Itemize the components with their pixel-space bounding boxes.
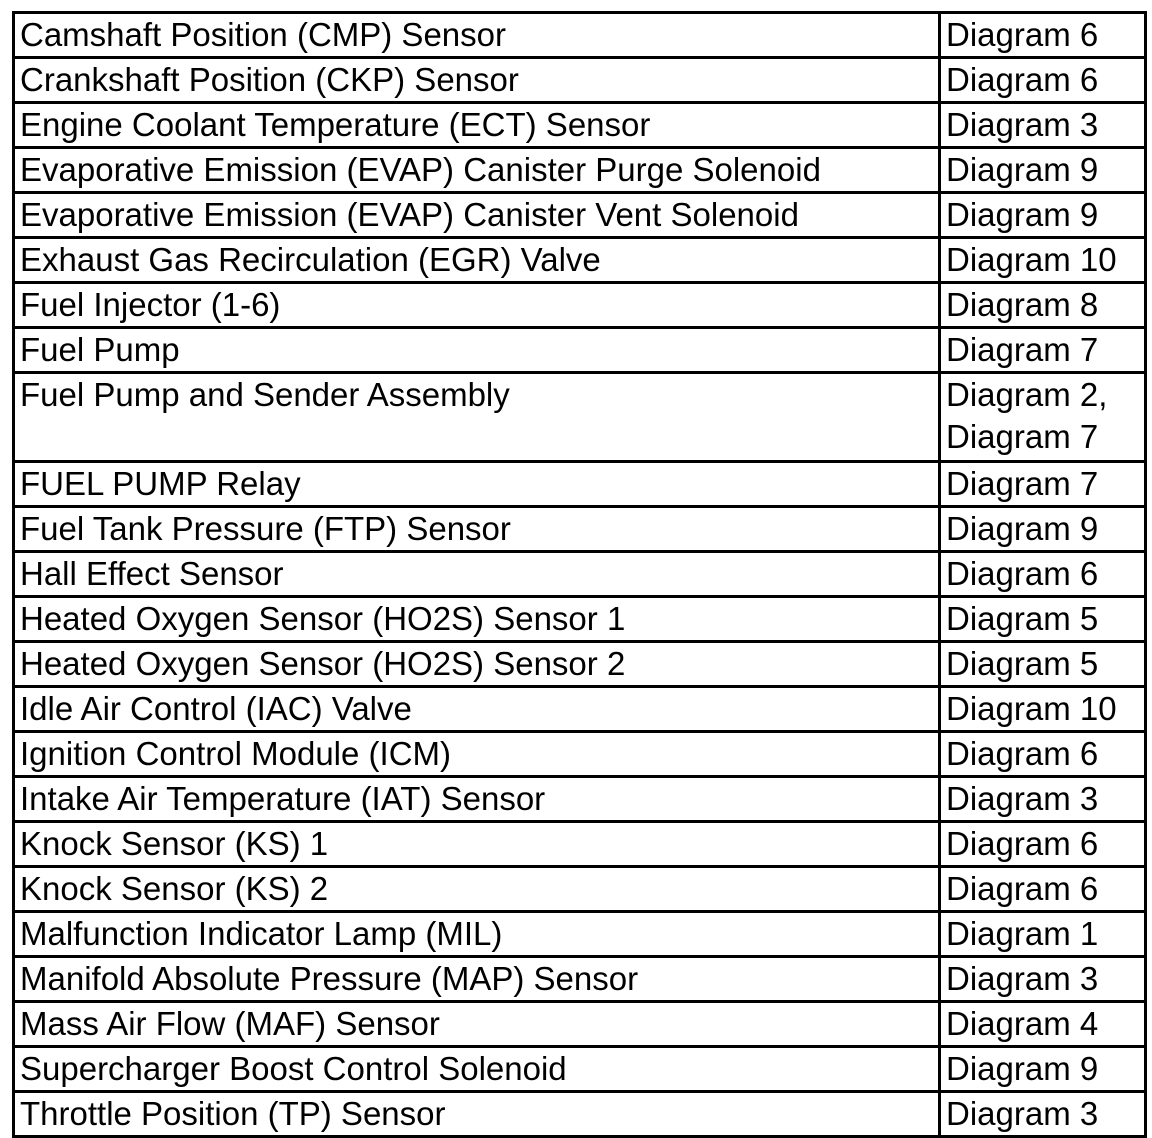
diagram-cell bbox=[940, 867, 1146, 912]
diagram-cell bbox=[940, 462, 1146, 507]
diagram-ref: Diagram 5 bbox=[946, 600, 1099, 637]
table-row bbox=[14, 642, 1146, 687]
diagram-cell bbox=[940, 1092, 1146, 1137]
component-cell: Mass Air Flow (MAF) Sensor bbox=[14, 1002, 940, 1047]
component-cell: Intake Air Temperature (IAT) Sensor bbox=[14, 777, 940, 822]
table-row bbox=[14, 687, 1146, 732]
table-body bbox=[14, 13, 1146, 1137]
diagram-ref: Diagram 5 bbox=[946, 645, 1099, 682]
diagram-cell bbox=[940, 732, 1146, 777]
table-row bbox=[14, 58, 1146, 103]
component-cell: Manifold Absolute Pressure (MAP) Sensor bbox=[14, 957, 940, 1002]
diagram-ref: Diagram 6 bbox=[946, 61, 1099, 98]
component-cell: Knock Sensor (KS) 2 bbox=[14, 867, 940, 912]
component-cell: Exhaust Gas Recirculation (EGR) Valve bbox=[14, 238, 940, 283]
diagram-ref: Diagram 7 bbox=[946, 418, 1099, 455]
diagram-cell bbox=[940, 103, 1146, 148]
diagram-cell bbox=[940, 912, 1146, 957]
diagram-ref: Diagram 2, bbox=[946, 376, 1108, 413]
component-cell: Idle Air Control (IAC) Valve bbox=[14, 687, 940, 732]
table-row bbox=[14, 912, 1146, 957]
diagram-ref: Diagram 6 bbox=[946, 16, 1099, 53]
diagram-ref: Diagram 6 bbox=[946, 735, 1099, 772]
diagram-cell bbox=[940, 687, 1146, 732]
diagram-ref: Diagram 10 bbox=[946, 690, 1117, 727]
diagram-ref: Diagram 7 bbox=[946, 331, 1099, 368]
table-row bbox=[14, 732, 1146, 777]
component-cell: FUEL PUMP Relay bbox=[14, 462, 940, 507]
component-cell: Throttle Position (TP) Sensor bbox=[14, 1092, 940, 1137]
table-row bbox=[14, 238, 1146, 283]
diagram-cell bbox=[940, 1047, 1146, 1092]
component-cell: Supercharger Boost Control Solenoid bbox=[14, 1047, 940, 1092]
diagram-cell bbox=[940, 1002, 1146, 1047]
component-cell: Heated Oxygen Sensor (HO2S) Sensor 1 bbox=[14, 597, 940, 642]
component-cell: Evaporative Emission (EVAP) Canister Vent Solenoid bbox=[14, 193, 940, 238]
diagram-ref: Diagram 6 bbox=[946, 555, 1099, 592]
table-row bbox=[14, 957, 1146, 1002]
diagram-cell bbox=[940, 597, 1146, 642]
component-cell: Fuel Pump bbox=[14, 328, 940, 373]
component-cell: Malfunction Indicator Lamp (MIL) bbox=[14, 912, 940, 957]
table-row bbox=[14, 822, 1146, 867]
diagram-cell bbox=[940, 552, 1146, 597]
diagram-cell bbox=[940, 58, 1146, 103]
table-row bbox=[14, 1092, 1146, 1137]
component-cell: Engine Coolant Temperature (ECT) Sensor bbox=[14, 103, 940, 148]
diagram-ref: Diagram 1 bbox=[946, 915, 1099, 952]
diagram-cell bbox=[940, 642, 1146, 687]
table-row bbox=[14, 13, 1146, 58]
diagram-ref: Diagram 9 bbox=[946, 510, 1099, 547]
diagram-ref: Diagram 7 bbox=[946, 465, 1099, 502]
diagram-ref: Diagram 3 bbox=[946, 1095, 1099, 1132]
table-row bbox=[14, 1047, 1146, 1092]
diagram-ref: Diagram 6 bbox=[946, 870, 1099, 907]
diagram-cell bbox=[940, 193, 1146, 238]
component-cell: Evaporative Emission (EVAP) Canister Purge Solenoid bbox=[14, 148, 940, 193]
table-row bbox=[14, 1002, 1146, 1047]
component-cell: Fuel Injector (1-6) bbox=[14, 283, 940, 328]
diagram-ref: Diagram 3 bbox=[946, 780, 1099, 817]
table-row bbox=[14, 283, 1146, 328]
diagram-ref: Diagram 9 bbox=[946, 1050, 1099, 1087]
table-row bbox=[14, 148, 1146, 193]
diagram-ref: Diagram 9 bbox=[946, 196, 1099, 233]
diagram-cell bbox=[940, 283, 1146, 328]
diagram-cell bbox=[940, 328, 1146, 373]
component-cell: Knock Sensor (KS) 1 bbox=[14, 822, 940, 867]
component-cell: Camshaft Position (CMP) Sensor bbox=[14, 13, 940, 58]
diagram-ref: Diagram 3 bbox=[946, 960, 1099, 997]
table-row bbox=[14, 328, 1146, 373]
component-diagram-table bbox=[12, 11, 1147, 1138]
diagram-ref: Diagram 4 bbox=[946, 1005, 1099, 1042]
diagram-ref: Diagram 10 bbox=[946, 241, 1117, 278]
diagram-ref: Diagram 9 bbox=[946, 151, 1099, 188]
component-cell: Ignition Control Module (ICM) bbox=[14, 732, 940, 777]
table-row bbox=[14, 373, 1146, 462]
component-cell: Crankshaft Position (CKP) Sensor bbox=[14, 58, 940, 103]
diagram-cell bbox=[940, 957, 1146, 1002]
table-row bbox=[14, 507, 1146, 552]
diagram-cell bbox=[940, 148, 1146, 193]
component-cell: Fuel Tank Pressure (FTP) Sensor bbox=[14, 507, 940, 552]
component-cell: Fuel Pump and Sender Assembly bbox=[14, 373, 940, 462]
table-row bbox=[14, 103, 1146, 148]
diagram-cell bbox=[940, 238, 1146, 283]
table-row bbox=[14, 867, 1146, 912]
component-cell: Heated Oxygen Sensor (HO2S) Sensor 2 bbox=[14, 642, 940, 687]
table-row bbox=[14, 597, 1146, 642]
table-row bbox=[14, 777, 1146, 822]
table-row bbox=[14, 552, 1146, 597]
diagram-cell bbox=[940, 822, 1146, 867]
diagram-cell bbox=[940, 13, 1146, 58]
table-row bbox=[14, 193, 1146, 238]
component-cell: Hall Effect Sensor bbox=[14, 552, 940, 597]
diagram-ref: Diagram 6 bbox=[946, 825, 1099, 862]
diagram-cell bbox=[940, 507, 1146, 552]
diagram-ref: Diagram 8 bbox=[946, 286, 1099, 323]
diagram-ref: Diagram 3 bbox=[946, 106, 1099, 143]
diagram-cell bbox=[940, 373, 1146, 462]
component-table-container bbox=[12, 11, 1147, 1138]
table-row bbox=[14, 462, 1146, 507]
diagram-cell bbox=[940, 777, 1146, 822]
